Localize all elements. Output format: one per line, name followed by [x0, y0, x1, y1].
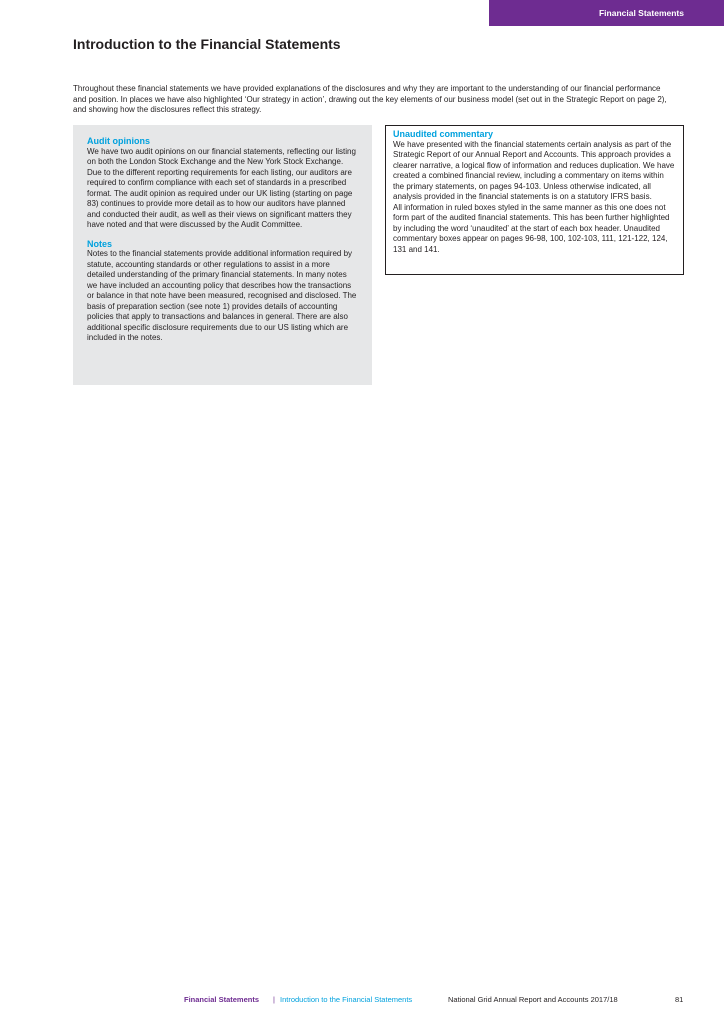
audit-notes-box	[73, 125, 372, 385]
unaudited-commentary-box	[385, 125, 684, 275]
page-title: Introduction to the Financial Statements	[73, 36, 341, 52]
footer-subsection-link[interactable]: Introduction to the Financial Statements	[280, 995, 413, 1004]
page-footer	[0, 994, 724, 1006]
unaudited-commentary-text-1: We have presented with the financial statements certain analysis as part of the Strategic Report of our Annual Report and Accounts. This approach provides a clearer narrative, a logical flow of information and reduces duplication. We have created a combined financial review, including a commentary on items within the primary statements, on pages 94-103. Unless otherwise indicated, all analysis provided in the financial statements is on a statutory IFRS basis.	[393, 139, 675, 201]
section-tab	[489, 0, 724, 26]
intro-paragraph: Throughout these financial statements we have provided explanations of the disclosures and why they are important to the understanding of our financial performance and position. In places we have also highlighted ‘Our strategy in action’, drawing out the key elements of our business model (set out in the Strategic Report on page 2), and showing how the disclosures reflect this strategy.	[73, 84, 667, 114]
unaudited-commentary-heading: Unaudited commentary	[393, 129, 494, 139]
audit-opinions-text: We have two audit opinions on our financial statements, reflecting our listing on both the London Stock Exchange and the New York Stock Exchange. Due to the different reporting requirements for each listing, our auditors are required to confirm compliance with each set of standards in a prescribed format. The audit opinion as required under our UK listing (starting on page 83) continues to provide more detail as to how our auditors have planned and conducted their audit, as well as their views on significant matters they have noted and that were discussed by the Audit Committee.	[87, 146, 356, 229]
unaudited-commentary-text-2: All information in ruled boxes styled in the same manner as this one does not form part of the audited financial statements. This has been further highlighted by including the word ‘unaudited’ at the start of each box header. Unaudited commentary boxes appear on pages 96-98, 100, 102-103, 111, 121-122, 124, 131 and 141.	[393, 202, 670, 254]
footer-report-name: National Grid Annual Report and Accounts 2017/18	[448, 995, 618, 1004]
footer-section-link[interactable]: Financial Statements	[184, 995, 260, 1004]
section-tab-label: Financial Statements	[598, 8, 684, 18]
page-number: 81	[675, 995, 684, 1004]
notes-text: Notes to the financial statements provide additional information required by statute, accounting standards or other regulations to assist in a more detailed understanding of the primary financial statements. In many notes we have included an accounting policy that describes how the transactions or balance in that note have been measured, recognised and disclosed. The basis of preparation section (see note 1) provides details of accounting policies that apply to transactions and balances in general. There are also additional specific disclosure requirements due to our US listing which are included in the notes.	[87, 249, 357, 342]
audit-opinions-heading: Audit opinions	[87, 136, 150, 146]
footer-separator: |	[273, 995, 275, 1004]
notes-heading: Notes	[87, 238, 113, 249]
